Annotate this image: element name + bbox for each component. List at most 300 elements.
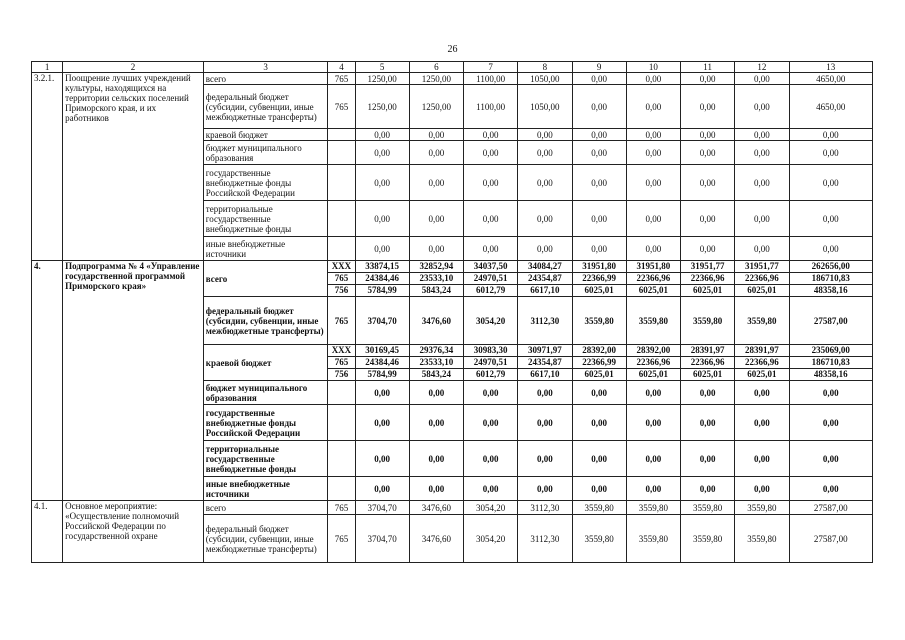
amount-value: 3559,80: [693, 502, 723, 513]
admin-code-value: 756: [328, 368, 354, 380]
amount-value: 28392,00: [582, 345, 616, 355]
amount-value: 0,00: [699, 147, 716, 158]
amount-value: 0,00: [645, 147, 662, 158]
amount-value: 0,00: [374, 483, 390, 494]
amount-value: 0,00: [537, 483, 553, 494]
amount-cell: [681, 85, 735, 129]
amount-value: 3112,30: [530, 502, 560, 513]
amount-cell: [789, 237, 873, 261]
amount-cell: [681, 261, 735, 297]
amount-cell: [355, 515, 409, 563]
amount-value: 0,00: [428, 387, 445, 398]
column-number: 9: [572, 62, 626, 73]
table-row: [32, 501, 873, 515]
amount-cell: [409, 345, 463, 381]
amount-cell: [572, 297, 626, 345]
amount-value: 0,00: [645, 387, 662, 398]
admin-code: [328, 73, 355, 85]
amount-value: 4650,00: [816, 101, 846, 112]
column-number: 4: [328, 62, 355, 73]
amount-cell: [518, 261, 572, 297]
amount-cell: [409, 405, 463, 441]
amount-value: 3054,20: [476, 502, 506, 513]
amount-cell: [409, 73, 463, 85]
item-name: Основное мероприятие: «Осуществление полномочий Российской Федерации по государственной охране: [63, 501, 204, 563]
amount-value: 1250,00: [367, 101, 397, 112]
amount-cell: [355, 381, 409, 405]
funding-source: федеральный бюджет (субсидии, субвенции, иные межбюджетные трансферты): [203, 297, 328, 345]
amount-value: 0,00: [428, 453, 445, 464]
amount-value: 28392,00: [636, 345, 671, 355]
amount-cell: [789, 261, 873, 297]
funding-source: иные внебюджетные источники: [203, 237, 328, 261]
item-code: 4.: [32, 261, 63, 501]
amount-value: 0,00: [754, 483, 770, 494]
amount-value: 0,00: [482, 387, 499, 398]
amount-value: 0,00: [374, 453, 390, 464]
amount-value: 22366,99: [573, 272, 626, 284]
admin-code: [328, 345, 355, 381]
amount-value: 5843,24: [410, 284, 463, 296]
amount-cell: [572, 85, 626, 129]
amount-value: 0,00: [591, 453, 607, 464]
item-code: 4.1.: [32, 501, 63, 563]
amount-value: 0,00: [645, 243, 662, 254]
amount-cell: [681, 297, 735, 345]
amount-value: 0,00: [699, 73, 716, 84]
amount-value: 0,00: [374, 177, 390, 188]
admin-code: [328, 261, 355, 297]
amount-value: 23533,10: [410, 272, 463, 284]
amount-cell: [518, 345, 572, 381]
amount-value: 3112,30: [530, 533, 560, 544]
amount-value: 0,00: [822, 453, 839, 464]
amount-value: 0,00: [591, 177, 607, 188]
funding-source: бюджет муниципального образования: [203, 381, 328, 405]
amount-cell: [464, 201, 518, 237]
amount-value: 0,00: [822, 243, 839, 254]
amount-value: 0,00: [754, 387, 770, 398]
amount-cell: [572, 381, 626, 405]
amount-value: 0,00: [428, 177, 445, 188]
admin-code: [328, 297, 355, 345]
column-number: 12: [735, 62, 789, 73]
amount-cell: [355, 345, 409, 381]
column-number: 5: [355, 62, 409, 73]
amount-value: 31951,80: [636, 261, 671, 271]
amount-value: 0,00: [645, 177, 662, 188]
funding-source: территориальные государственные внебюджетные фонды: [203, 441, 328, 477]
amount-value: 22366,96: [627, 272, 680, 284]
amount-cell: [409, 261, 463, 297]
amount-value: 6025,01: [681, 284, 734, 296]
amount-value: 0,00: [822, 483, 839, 494]
amount-cell: [789, 165, 873, 201]
amount-value: 22366,96: [681, 272, 734, 284]
amount-value: 0,00: [428, 213, 445, 224]
amount-cell: [409, 501, 463, 515]
amount-value: 0,00: [699, 177, 716, 188]
amount-value: 0,00: [482, 147, 499, 158]
amount-cell: [409, 515, 463, 563]
admin-code-value: XXX: [331, 261, 352, 271]
amount-cell: [409, 141, 463, 165]
amount-value: 3559,80: [747, 502, 777, 513]
amount-value: 0,00: [699, 213, 716, 224]
amount-value: 24384,46: [356, 272, 409, 284]
amount-cell: [518, 405, 572, 441]
funding-source: государственные внебюджетные фонды Российской Федерации: [203, 405, 328, 441]
amount-value: 0,00: [374, 129, 390, 140]
amount-cell: [681, 73, 735, 85]
amount-value: 3559,80: [638, 502, 668, 513]
admin-code: [328, 237, 355, 261]
amount-value: 1250,00: [421, 101, 451, 112]
amount-cell: [681, 165, 735, 201]
funding-source: государственные внебюджетные фонды Российской Федерации: [203, 165, 328, 201]
amount-cell: [735, 237, 789, 261]
amount-value: 0,00: [699, 387, 716, 398]
amount-value: 3559,80: [638, 533, 668, 544]
amount-cell: [626, 515, 680, 563]
amount-value: 6617,10: [518, 368, 571, 380]
amount-cell: [626, 261, 680, 297]
amount-cell: [626, 405, 680, 441]
admin-code: [328, 381, 355, 405]
amount-cell: [626, 129, 680, 141]
amount-value: 6012,79: [464, 284, 517, 296]
amount-value: 0,00: [754, 147, 770, 158]
amount-value: 0,00: [537, 387, 553, 398]
amount-cell: [409, 297, 463, 345]
amount-value: 0,00: [374, 147, 390, 158]
amount-value: 23533,10: [410, 356, 463, 368]
amount-value: 6617,10: [518, 284, 571, 296]
amount-cell: [572, 237, 626, 261]
amount-cell: [572, 261, 626, 297]
amount-value: 27587,00: [813, 315, 848, 326]
amount-cell: [626, 73, 680, 85]
admin-code-value: 765: [334, 502, 349, 513]
page-number: 26: [447, 44, 458, 55]
admin-code: [328, 85, 355, 129]
amount-value: 0,00: [374, 417, 390, 428]
amount-value: 0,00: [645, 129, 662, 140]
amount-value: 6025,01: [627, 284, 680, 296]
funding-source: всего: [203, 501, 328, 515]
amount-value: 22366,99: [573, 356, 626, 368]
amount-value: 0,00: [645, 483, 662, 494]
amount-value: 0,00: [537, 417, 553, 428]
amount-cell: [464, 85, 518, 129]
column-number: 10: [626, 62, 680, 73]
amount-cell: [681, 501, 735, 515]
amount-value: 0,00: [591, 243, 607, 254]
amount-cell: [681, 405, 735, 441]
amount-value: 0,00: [482, 483, 499, 494]
amount-value: 24384,46: [356, 356, 409, 368]
amount-cell: [355, 297, 409, 345]
amount-value: 0,00: [482, 213, 499, 224]
funding-source: краевой бюджет: [203, 129, 328, 141]
amount-cell: [626, 501, 680, 515]
amount-cell: [355, 73, 409, 85]
amount-cell: [735, 201, 789, 237]
amount-value: 24970,51: [464, 272, 517, 284]
admin-code-value: 765: [334, 533, 349, 544]
amount-value: 32852,94: [419, 261, 454, 271]
amount-value: 3559,80: [584, 315, 614, 326]
amount-value: 0,00: [428, 243, 445, 254]
amount-cell: [355, 165, 409, 201]
admin-code-value: 756: [328, 284, 354, 296]
amount-value: 0,00: [537, 453, 553, 464]
amount-value: 1050,00: [530, 73, 560, 84]
admin-code-value: XXX: [331, 345, 352, 355]
amount-value: 1250,00: [367, 73, 397, 84]
admin-code-value: 765: [328, 272, 354, 284]
amount-value: 3476,60: [421, 533, 451, 544]
amount-cell: [626, 381, 680, 405]
amount-cell: [681, 441, 735, 477]
amount-cell: [789, 405, 873, 441]
amount-cell: [464, 515, 518, 563]
amount-cell: [518, 73, 572, 85]
amount-cell: [464, 405, 518, 441]
amount-value: 48358,16: [790, 284, 873, 296]
amount-value: 5784,99: [356, 284, 409, 296]
amount-value: 3476,60: [421, 502, 451, 513]
amount-cell: [789, 477, 873, 501]
amount-value: 3559,80: [584, 502, 614, 513]
amount-cell: [735, 73, 789, 85]
item-name: Подпрограмма № 4 «Управление государственной программой Приморского края»: [63, 261, 204, 501]
amount-cell: [518, 381, 572, 405]
amount-cell: [735, 515, 789, 563]
amount-cell: [626, 165, 680, 201]
amount-value: 6025,01: [735, 368, 788, 380]
amount-cell: [572, 515, 626, 563]
amount-cell: [355, 261, 409, 297]
amount-value: 0,00: [822, 387, 839, 398]
amount-value: 262656,00: [811, 261, 850, 271]
amount-value: 3559,80: [747, 533, 777, 544]
amount-value: 0,00: [754, 73, 770, 84]
amount-cell: [735, 477, 789, 501]
amount-cell: [735, 501, 789, 515]
amount-cell: [572, 477, 626, 501]
admin-code: [328, 129, 355, 141]
amount-value: 30169,45: [365, 345, 399, 355]
table-row: [32, 73, 873, 85]
amount-value: 3559,80: [693, 315, 723, 326]
amount-cell: [464, 165, 518, 201]
amount-cell: [681, 237, 735, 261]
amount-cell: [572, 501, 626, 515]
amount-cell: [409, 441, 463, 477]
amount-cell: [409, 237, 463, 261]
column-number-row: [32, 62, 873, 73]
amount-cell: [572, 73, 626, 85]
admin-code: [328, 405, 355, 441]
item-code: 3.2.1.: [32, 73, 63, 261]
column-number: 8: [518, 62, 572, 73]
amount-value: 0,00: [699, 129, 716, 140]
amount-cell: [355, 141, 409, 165]
amount-value: 0,00: [822, 177, 839, 188]
amount-value: 6025,01: [735, 284, 788, 296]
amount-value: 3559,80: [693, 533, 723, 544]
amount-value: 6025,01: [681, 368, 734, 380]
amount-value: 33874,15: [365, 261, 399, 271]
amount-value: 31951,77: [745, 261, 779, 271]
amount-value: 0,00: [482, 177, 499, 188]
amount-value: 0,00: [591, 147, 607, 158]
amount-value: 6025,01: [573, 284, 626, 296]
amount-value: 0,00: [591, 129, 607, 140]
amount-value: 0,00: [754, 101, 770, 112]
amount-cell: [789, 73, 873, 85]
amount-value: 1100,00: [476, 101, 506, 112]
amount-value: 3704,70: [367, 315, 397, 326]
amount-cell: [464, 345, 518, 381]
amount-value: 0,00: [699, 243, 716, 254]
amount-cell: [681, 381, 735, 405]
amount-value: 0,00: [428, 483, 445, 494]
amount-cell: [518, 501, 572, 515]
amount-value: 0,00: [699, 101, 716, 112]
amount-cell: [518, 85, 572, 129]
amount-value: 0,00: [645, 101, 662, 112]
admin-code-value: 765: [328, 356, 354, 368]
amount-value: 0,00: [754, 417, 770, 428]
amount-cell: [355, 85, 409, 129]
amount-cell: [518, 165, 572, 201]
amount-value: 0,00: [537, 213, 553, 224]
amount-cell: [626, 141, 680, 165]
amount-cell: [735, 441, 789, 477]
amount-value: 3559,80: [747, 315, 777, 326]
amount-value: 3112,30: [530, 315, 560, 326]
amount-value: 0,00: [428, 129, 445, 140]
amount-cell: [464, 237, 518, 261]
amount-cell: [409, 381, 463, 405]
column-number: 6: [409, 62, 463, 73]
amount-cell: [409, 201, 463, 237]
amount-cell: [355, 129, 409, 141]
amount-value: 3054,20: [476, 533, 506, 544]
amount-value: 28391,97: [690, 345, 725, 355]
amount-value: 0,00: [591, 73, 607, 84]
amount-cell: [518, 201, 572, 237]
amount-cell: [681, 477, 735, 501]
admin-code: [328, 501, 355, 515]
amount-cell: [735, 297, 789, 345]
admin-code: [328, 515, 355, 563]
amount-value: 22366,96: [735, 356, 788, 368]
amount-value: 0,00: [822, 213, 839, 224]
amount-cell: [464, 73, 518, 85]
admin-code-value: 765: [334, 101, 349, 112]
amount-value: 1050,00: [530, 101, 560, 112]
budget-table: [31, 61, 873, 563]
amount-value: 29376,34: [419, 345, 454, 355]
amount-value: 186710,83: [790, 356, 873, 368]
amount-value: 1100,00: [476, 73, 506, 84]
amount-cell: [789, 501, 873, 515]
amount-cell: [464, 477, 518, 501]
amount-cell: [572, 129, 626, 141]
amount-cell: [626, 85, 680, 129]
amount-cell: [518, 141, 572, 165]
amount-cell: [681, 345, 735, 381]
amount-cell: [626, 345, 680, 381]
amount-value: 0,00: [537, 243, 553, 254]
amount-value: 0,00: [591, 213, 607, 224]
amount-value: 0,00: [754, 213, 770, 224]
amount-value: 0,00: [428, 417, 445, 428]
column-number: 7: [464, 62, 518, 73]
amount-cell: [789, 129, 873, 141]
amount-value: 3559,80: [638, 315, 668, 326]
amount-cell: [518, 515, 572, 563]
amount-value: 0,00: [591, 387, 607, 398]
amount-cell: [355, 201, 409, 237]
amount-value: 6025,01: [627, 368, 680, 380]
amount-cell: [355, 501, 409, 515]
amount-cell: [626, 201, 680, 237]
amount-cell: [626, 297, 680, 345]
column-number: 3: [203, 62, 328, 73]
amount-value: 0,00: [645, 73, 662, 84]
amount-cell: [464, 129, 518, 141]
amount-value: 31951,77: [690, 261, 725, 271]
amount-cell: [464, 501, 518, 515]
amount-cell: [735, 405, 789, 441]
amount-cell: [355, 441, 409, 477]
funding-source: бюджет муниципального образования: [203, 141, 328, 165]
amount-cell: [464, 141, 518, 165]
amount-cell: [789, 381, 873, 405]
amount-cell: [572, 441, 626, 477]
amount-value: 31951,80: [582, 261, 616, 271]
amount-value: 24354,87: [518, 272, 571, 284]
amount-value: 22366,96: [681, 356, 734, 368]
amount-value: 3054,20: [476, 315, 506, 326]
amount-value: 0,00: [822, 417, 839, 428]
admin-code: [328, 165, 355, 201]
amount-cell: [355, 477, 409, 501]
column-number: 13: [789, 62, 873, 73]
amount-value: 34084,27: [528, 261, 562, 271]
amount-cell: [735, 165, 789, 201]
amount-cell: [409, 477, 463, 501]
amount-value: 48358,16: [790, 368, 873, 380]
admin-code: [328, 441, 355, 477]
funding-source: федеральный бюджет (субсидии, субвенции, иные межбюджетные трансферты): [203, 515, 328, 563]
amount-value: 0,00: [482, 417, 499, 428]
amount-value: 0,00: [699, 417, 716, 428]
amount-cell: [572, 405, 626, 441]
amount-cell: [789, 141, 873, 165]
amount-value: 30983,30: [473, 345, 508, 355]
admin-code: [328, 477, 355, 501]
amount-cell: [789, 201, 873, 237]
funding-source: федеральный бюджет (субсидии, субвенции, иные межбюджетные трансферты): [203, 85, 328, 129]
amount-value: 22366,96: [735, 272, 788, 284]
amount-value: 0,00: [645, 453, 662, 464]
funding-source: всего: [203, 261, 328, 297]
